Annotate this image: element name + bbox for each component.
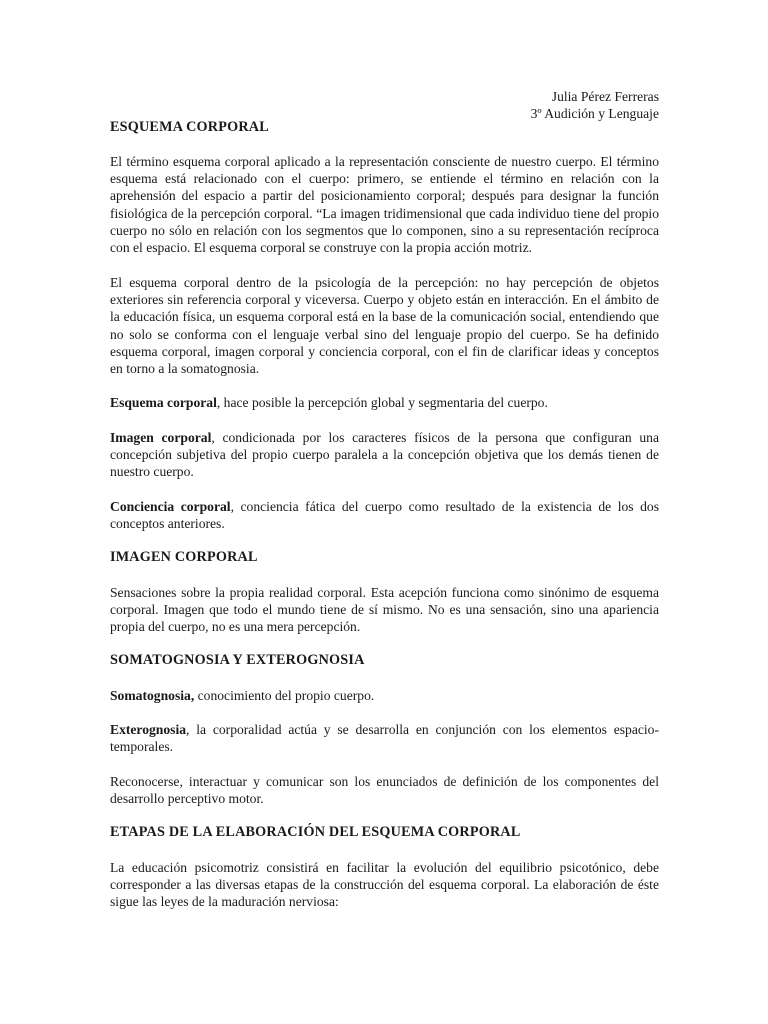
- author-block: [110, 88, 659, 123]
- definition-term: Imagen corporal: [110, 429, 212, 445]
- definition-term: Conciencia corporal: [110, 498, 231, 514]
- section-heading-esquema-corporal: ESQUEMA CORPORAL: [110, 118, 269, 135]
- paragraph: Sensaciones sobre la propia realidad corporal. Esta acepción funciona como sinónimo de esquema corporal. Imagen que todo el mundo tiene de sí mismo. No es una sensación, sino una apariencia propia del cuerpo, no es una mera percepción.: [110, 584, 659, 635]
- definition-term: Exterognosia: [110, 722, 187, 738]
- definition-paragraph: [110, 687, 659, 704]
- section-heading-imagen-corporal: IMAGEN CORPORAL: [110, 549, 258, 566]
- definition-term: Esquema corporal: [110, 395, 217, 411]
- paragraph: Reconocerse, interactuar y comunicar son los enunciados de definición de los componentes del desarrollo perceptivo motor.: [110, 773, 659, 806]
- paragraph: La educación psicomotriz consistirá en facilitar la evolución del equilibrio psicotónico, debe corresponder a las diversas etapas de la construcción del esquema corporal. La elaboración de éste sigue las leyes de la maduración nerviosa:: [110, 859, 659, 910]
- definition-term: Somatognosia,: [110, 687, 195, 703]
- paragraph: El esquema corporal dentro de la psicología de la percepción: no hay percepción de objetos exteriores sin referencia corporal y viceversa. Cuerpo y objeto están en interacción. En el ámbito de la educación física, un esquema corporal está en la base de la comunicación social, entendiendo que no solo se conforma con el lenguaje verbal sino del lenguaje propio del cuerpo. Se ha definido esquema corporal, imagen corporal y conciencia corporal, con el fin de clarificar ideas y conceptos en torno a la somatognosia.: [110, 274, 659, 377]
- definition-text: , la corporalidad actúa y se desarrolla en conjunción con los elementos espacio-temporales.: [110, 722, 659, 755]
- definition-paragraph: [110, 394, 659, 411]
- paragraph: El término esquema corporal aplicado a la representación consciente de nuestro cuerpo. El término esquema está relacionado con el cuerpo: primero, se entiende el término en relación con la aprehensión del espacio a partir del posicionamiento corporal; después para designar la función fisiológica de la percepción corporal. “La imagen tridimensional que cada individuo tiene del propio cuerpo no sólo en relación con los segmentos que lo componen, sino a su representación recíproca con el espacio. El esquema corporal se construye con la propia acción motriz.: [110, 153, 659, 256]
- definition-text: conocimiento del propio cuerpo.: [194, 687, 375, 703]
- definition-paragraph: [110, 498, 659, 533]
- definition-paragraph: [110, 429, 659, 481]
- author-name: Julia Pérez Ferreras: [551, 89, 659, 104]
- author-course: 3º Audición y Lenguaje: [530, 106, 659, 122]
- section-heading-somatognosia: SOMATOGNOSIA Y EXTEROGNOSIA: [110, 652, 365, 669]
- definition-text: , condicionada por los caracteres físicos de la persona que configuran una concepción subjetiva del propio cuerpo paralela a la concepción objetiva que los demás tienen de nuestro cuerpo.: [110, 429, 659, 480]
- definition-paragraph: [110, 721, 659, 756]
- section-heading-etapas: ETAPAS DE LA ELABORACIÓN DEL ESQUEMA CORPORAL: [110, 824, 521, 841]
- definition-text: , hace posible la percepción global y segmentaria del cuerpo.: [216, 395, 548, 411]
- definition-text: , conciencia fática del cuerpo como resultado de la existencia de los dos conceptos anteriores.: [110, 498, 659, 531]
